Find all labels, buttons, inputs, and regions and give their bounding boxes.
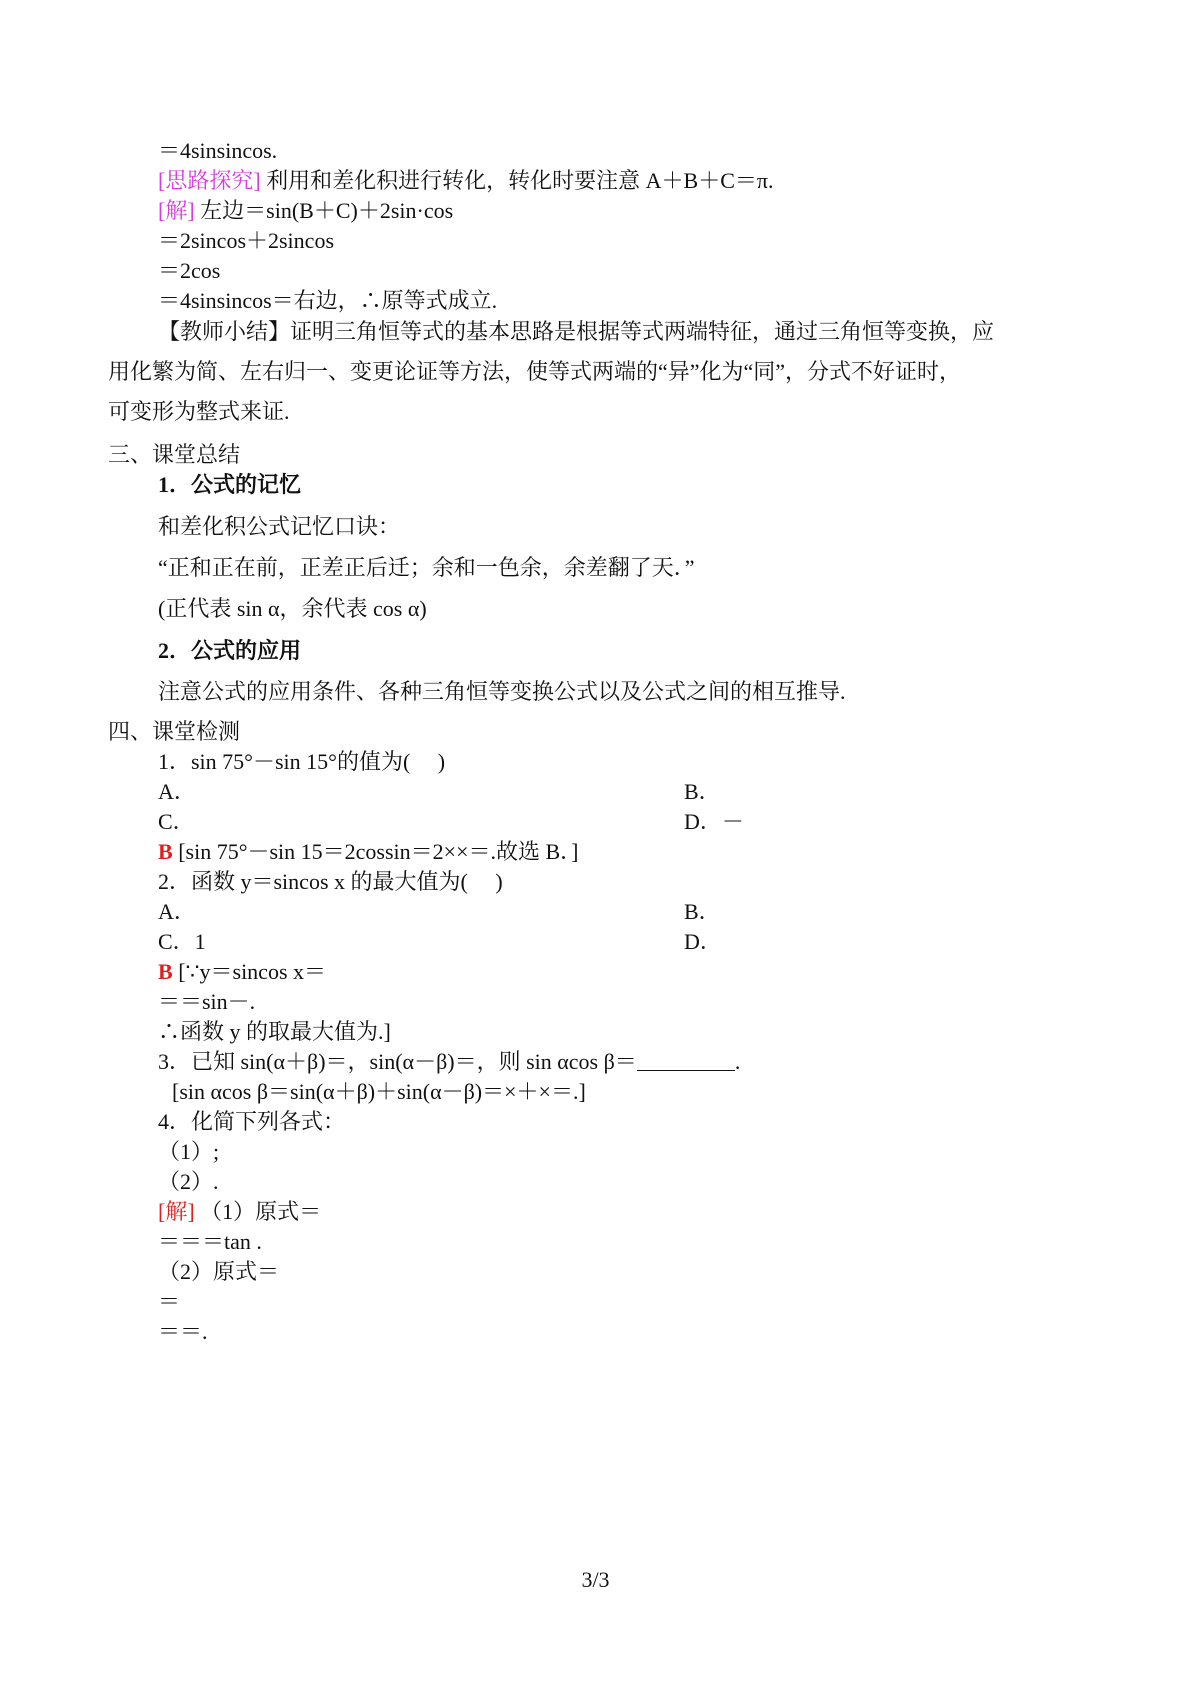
solution-step: ＝＝＝tan . <box>158 1229 262 1254</box>
answer-text: [sin 75°－sin 15＝2cossin＝2××＝.故选 B．] <box>178 839 579 864</box>
teacher-summary: 可变形为整式来证. <box>108 399 290 424</box>
question-stem: 1．sin 75°－sin 15°的值为( ) <box>158 749 446 774</box>
answer-letter: B <box>158 839 173 864</box>
teacher-summary: 用化繁为简、左右归一、变更论证等方法，使等式两端的“异”化为“同”，分式不好证时， <box>108 359 962 384</box>
answer-line <box>158 837 578 867</box>
option-row <box>158 807 744 837</box>
answer-text: [∵y＝sincos x＝ <box>178 959 327 984</box>
paragraph: 注意公式的应用条件、各种三角恒等变换公式以及公式之间的相互推导. <box>158 679 846 704</box>
option-row <box>158 777 721 807</box>
solution-text: 左边＝sin(B＋C)＋2sin·cos <box>200 198 454 223</box>
solution-step: ＝2sincos＋2sincos <box>158 228 335 253</box>
question-part: （1）; <box>158 1139 220 1164</box>
option-c: C．1 <box>158 929 206 954</box>
answer-step: ∴函数 y 的取最大值为.] <box>158 1019 391 1044</box>
option-a: A． <box>158 779 196 804</box>
hint-text: 利用和差化积进行转化，转化时要注意 A＋B＋C＝π. <box>266 168 774 193</box>
answer-step: ＝＝sin－. <box>158 989 256 1014</box>
answer-letter: B <box>158 959 173 984</box>
teacher-summary: 【教师小结】证明三角恒等式的基本思路是根据等式两端特征，通过三角恒等变换，应 <box>158 319 995 344</box>
option-d: D．－ <box>684 809 744 834</box>
option-row <box>158 897 721 927</box>
solution-step: （2）原式＝ <box>158 1259 280 1284</box>
option-d: D． <box>684 929 722 954</box>
question-stem <box>158 1047 740 1077</box>
solution-line <box>158 1197 321 1227</box>
section-heading: 四、课堂检测 <box>108 719 241 744</box>
solution-step: ＝4sinsincos＝右边，∴原等式成立. <box>158 288 498 313</box>
answer-blank <box>637 1050 735 1071</box>
q3-stem: 3．已知 sin(α＋β)＝，sin(α－β)＝，则 sin αcos β＝ <box>158 1049 637 1074</box>
question-stem: 2．函数 y＝sincos x 的最大值为( ) <box>158 869 503 894</box>
formula-line: ＝4sinsincos. <box>158 138 278 163</box>
solution-step: ＝＝. <box>158 1319 208 1344</box>
solution-step: ＝ <box>158 1289 181 1314</box>
subheading: 2．公式的应用 <box>158 638 302 663</box>
answer-line <box>158 957 326 987</box>
subheading: 1．公式的记忆 <box>158 472 302 497</box>
mnemonic: “正和正在前，正差正后迁；余和一色余，余差翻了天．” <box>158 555 695 580</box>
question-part: （2）. <box>158 1169 219 1194</box>
section-heading: 三、课堂总结 <box>108 442 241 467</box>
solution-line <box>158 196 453 226</box>
q3-stem-end: . <box>734 1049 741 1074</box>
solution-text: （1）原式＝ <box>200 1199 322 1224</box>
question-stem: 4．化简下列各式： <box>158 1109 346 1134</box>
option-b: B． <box>684 779 721 804</box>
page-number: 3/3 <box>581 1567 610 1592</box>
hint-line <box>158 166 774 196</box>
solution-step: ＝2cos <box>158 258 221 283</box>
answer-line: [sin αcos β＝sin(α＋β)＋sin(α－β)＝×＋×＝.] <box>172 1079 586 1104</box>
option-c: C． <box>158 809 195 834</box>
paragraph: (正代表 sin α，余代表 cos α) <box>158 596 427 621</box>
jie-tag: [解] <box>158 1199 195 1224</box>
paragraph: 和差化积公式记忆口诀： <box>158 514 401 539</box>
jie-tag: [解] <box>158 198 195 223</box>
option-row <box>158 927 722 957</box>
option-b: B． <box>684 899 721 924</box>
silu-tag: [思路探究] <box>158 168 261 193</box>
option-a: A． <box>158 899 196 924</box>
